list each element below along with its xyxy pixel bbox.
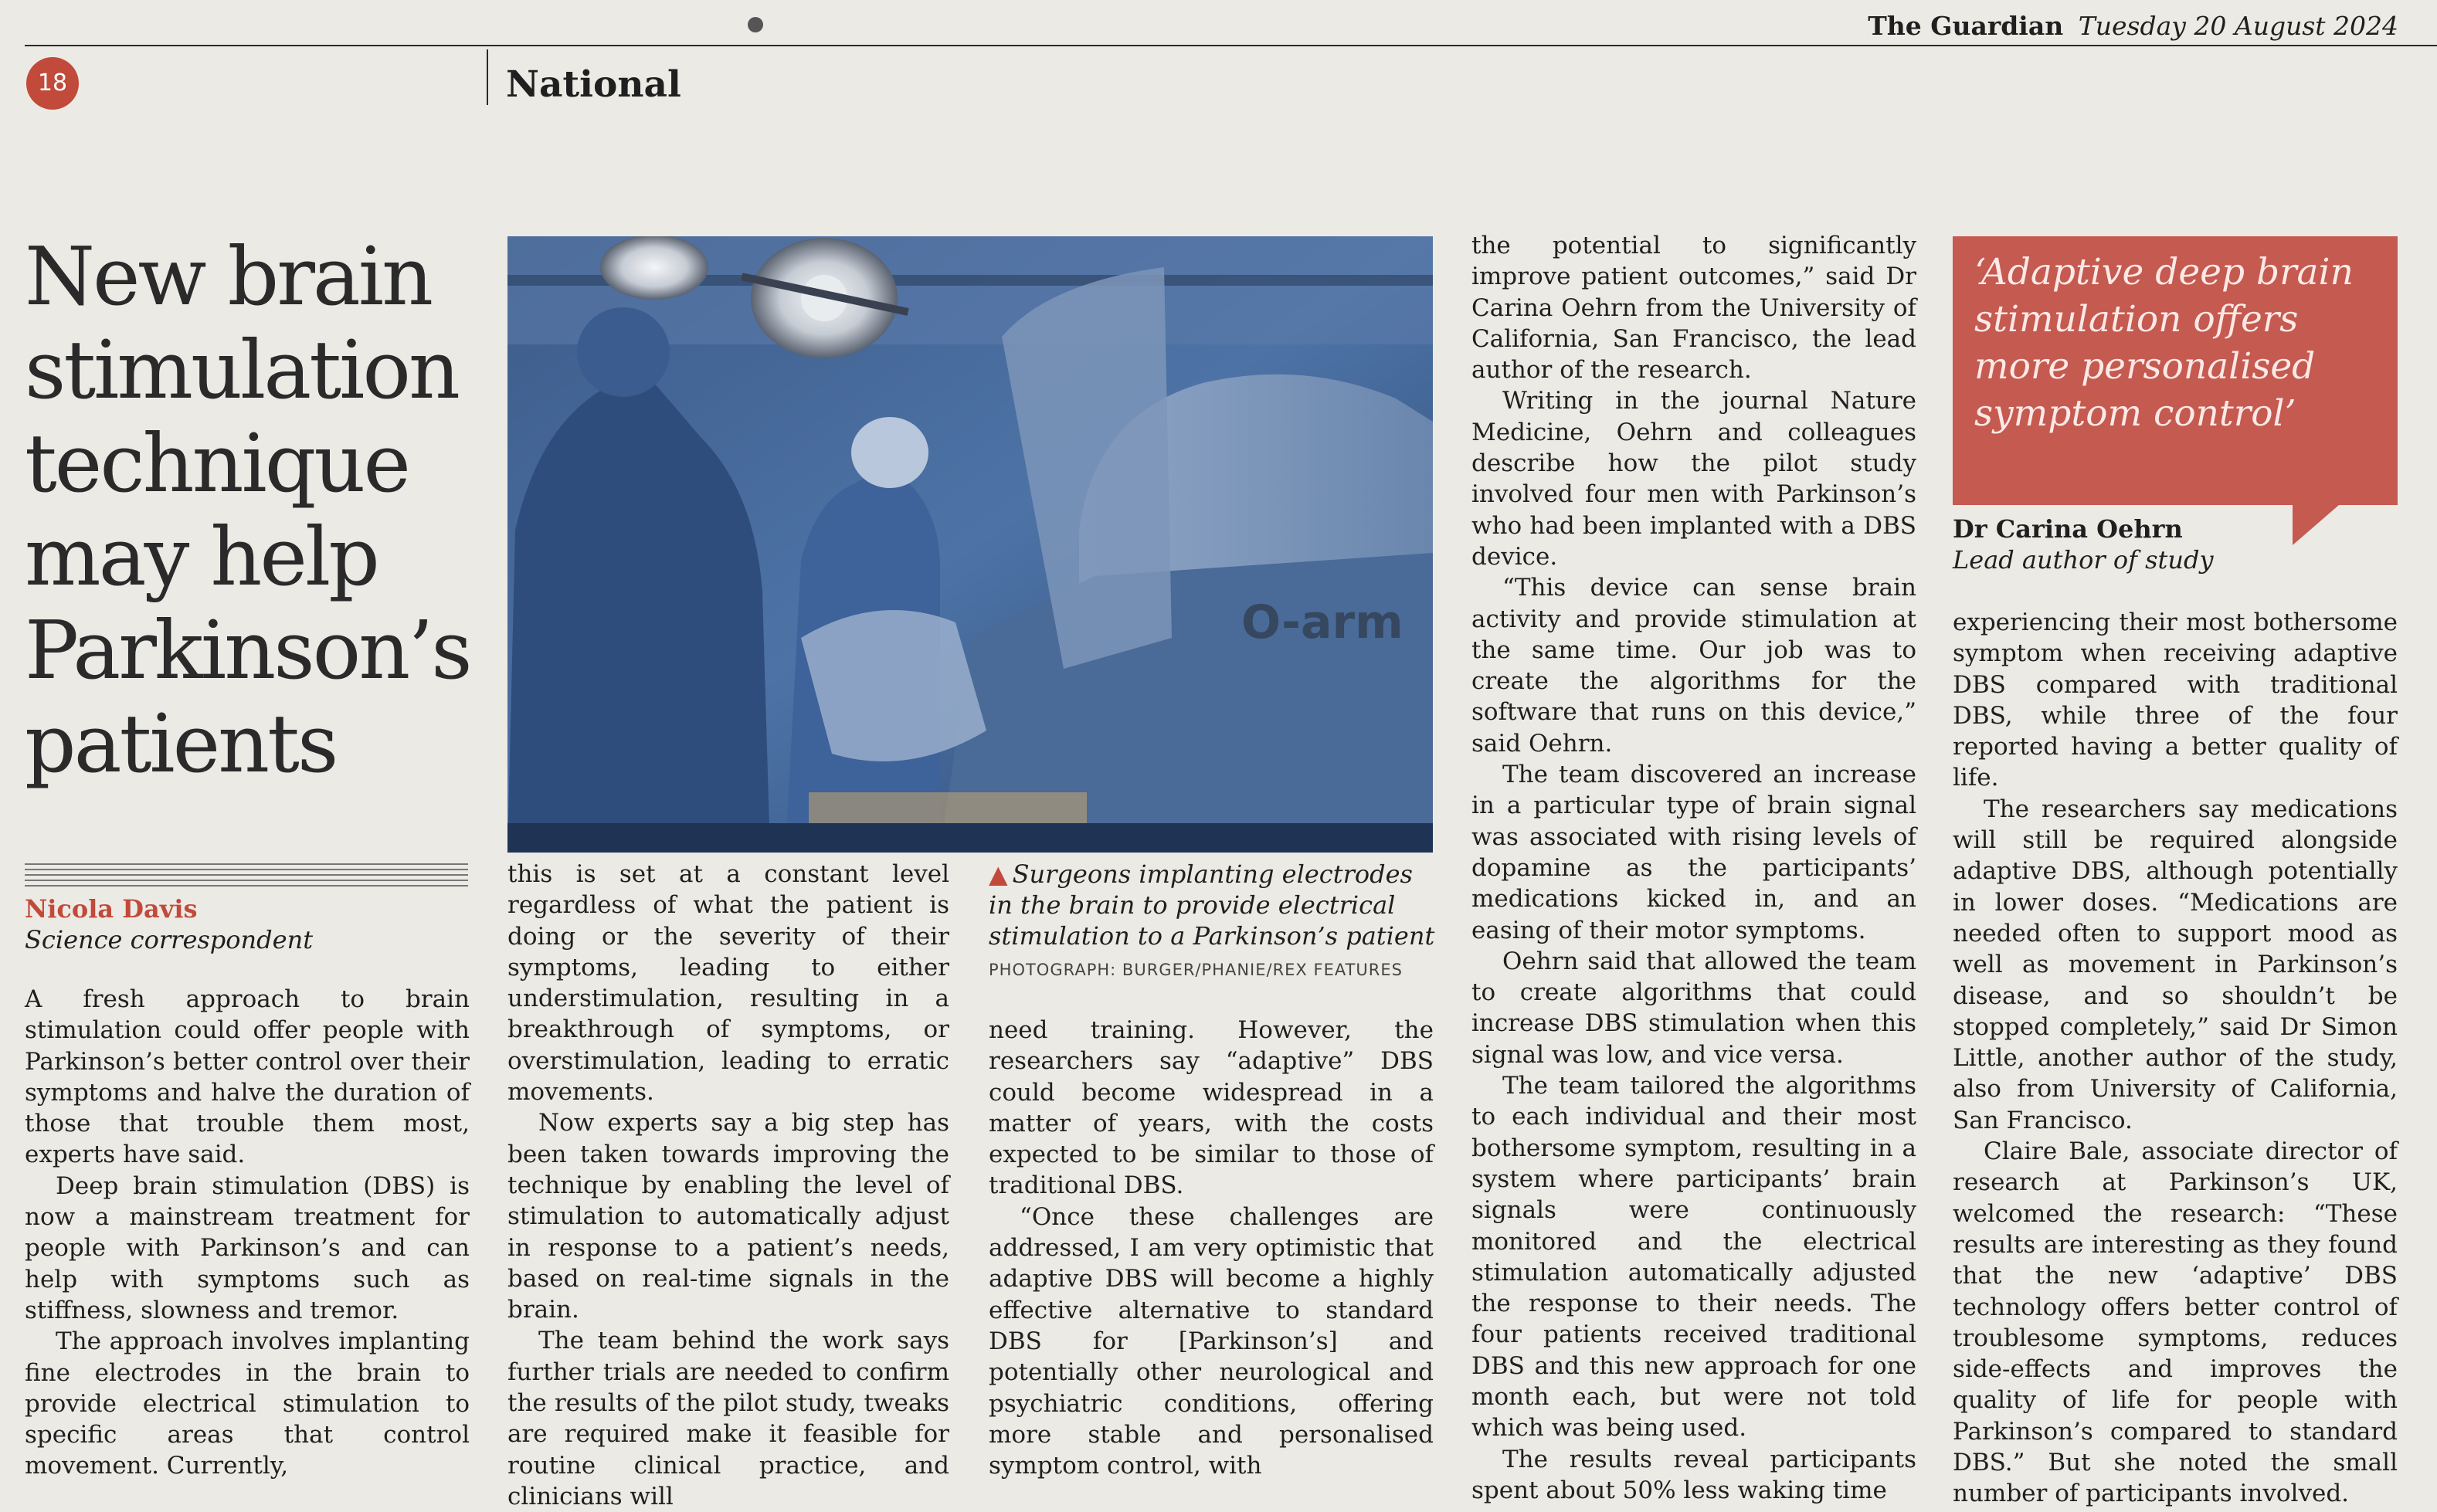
paragraph: Claire Bale, associate director of research at Parkinson’s UK, welcomed the research: “These results are interesting as they found that the new ‘adaptive’ DBS technology offers better control of troublesome symptoms, reduces side-effects and improves the quality of life for people with Parkinson’s compared to standard DBS.” But she noted the small number of participants involved.: [1953, 1137, 2398, 1508]
headline: New brain stimulation technique may help Parkinson’s patients: [25, 229, 470, 791]
pull-quote-name: Dr Carina Oehrn: [1953, 514, 2183, 544]
paragraph: The team tailored the algorithms to each individual and their most bothersome symptom, resulting in a system where participants’ brain signals were continuously monitored and the electrical stimulation automatically adjusted the response to their needs. The four patients received traditional DBS and this new approach for one month each, but were not told which was being used.: [1471, 1072, 1916, 1443]
section-divider: [487, 49, 488, 105]
paragraph: The approach involves implanting fine electrodes in the brain to provide electrical stimulation to specific areas that control movement. Currently,: [25, 1327, 470, 1480]
device-label: O-arm: [1241, 595, 1403, 649]
article-column-3: [989, 1015, 1434, 1481]
paragraph: experiencing their most bothersome symptom when receiving adaptive DBS compared with traditional DBS, while three of the four reported having a better quality of life.: [1953, 609, 2398, 792]
publication-name: The Guardian: [1868, 11, 2064, 41]
paragraph: this is set at a constant level regardless of what the patient is doing or the severity of their symptoms, leading to either understimulation, resulting in a breakthrough of symptoms, or overstimulation, leading to erratic movements.: [507, 860, 949, 1107]
paragraph: the potential to significantly improve patient outcomes,” said Dr Carina Oehrn from the University of California, San Francisco, the lead author of the research.: [1471, 232, 1916, 385]
binding-hole: [748, 17, 763, 32]
paragraph: Oehrn said that allowed the team to create algorithms that could increase DBS stimulation when this signal was low, and vice versa.: [1471, 947, 1916, 1069]
caption-triangle-icon: ▲: [989, 859, 1008, 889]
top-rule: [25, 45, 2437, 46]
surgery-photo: [507, 236, 1433, 853]
paragraph: Now experts say a big step has been taken towards improving the technique by enabling the level of stimulation to automatically adjust in response to a patient’s needs, based on real-time signals in the brain.: [507, 1109, 949, 1324]
byline-name: Nicola Davis: [25, 894, 198, 924]
paragraph: “This device can sense brain activity and provide stimulation at the same time. Our job was to create the algorithms for the software that runs on this device,” said Oehrn.: [1471, 574, 1916, 758]
article-column-1: [25, 984, 470, 1482]
photo-credit: PHOTOGRAPH: BURGER/PHANIE/REX FEATURES: [989, 961, 1403, 979]
pull-quote-tail: [2293, 505, 2339, 545]
page-number-badge: 18: [26, 57, 79, 110]
article-column-4: [1471, 230, 1916, 1506]
paragraph: The researchers say medications will still be required alongside adaptive DBS, although potentially in lower doses. “Medications are needed often to support mood as well as movement in Parkinson’s disease, and so shouldn’t be stopped completely,” said Dr Simon Little, another author of the study, also from University of California, San Francisco.: [1953, 795, 2398, 1134]
article-column-2: [507, 859, 949, 1512]
paragraph: Writing in the journal Nature Medicine, Oehrn and colleagues describe how the pilot study involved four men with Parkinson’s who had been implanted with a DBS device.: [1471, 387, 1916, 571]
caption-text: Surgeons implanting electrodes in the brain to provide electrical stimulation to a Parkinson’s patient: [989, 859, 1435, 951]
issue-date: Tuesday 20 August 2024: [2078, 11, 2398, 41]
section-label: National: [506, 63, 681, 106]
masthead: [1868, 11, 2398, 41]
paragraph: A fresh approach to brain stimulation could offer people with Parkinson’s better control over their symptoms and halve the duration of those that trouble them most, experts have said.: [25, 985, 470, 1169]
photo-caption: [989, 859, 1437, 951]
article-column-5: [1953, 607, 2398, 1510]
paragraph: The team discovered an increase in a particular type of brain signal was associated with rising levels of dopamine as the participants’ medications kicked in, and an easing of their motor symptoms.: [1471, 761, 1916, 944]
paragraph: “Once these challenges are addressed, I am very optimistic that adaptive DBS will become a highly effective alternative to standard DBS for [Parkinson’s] and potentially other neurological and psychiatric conditions, offering more stable and personalised symptom control, with: [989, 1202, 1434, 1480]
paragraph: Deep brain stimulation (DBS) is now a mainstream treatment for people with Parkinson’s and can help with symptoms such as stiffness, slowness and tremor.: [25, 1171, 470, 1324]
pull-quote-role: Lead author of study: [1953, 545, 2214, 575]
byline-rules: [25, 863, 468, 888]
byline-role: Science correspondent: [25, 925, 314, 954]
pull-quote-text: ‘Adaptive deep brain stimulation offers more personalised symptom control’: [1974, 251, 2354, 435]
paragraph: The results reveal participants spent about 50% less waking time: [1471, 1445, 1916, 1504]
paragraph: The team behind the work says further trials are needed to confirm the results of the pilot study, tweaks are required make it feasible for routine clinical practice, and clinicians will: [507, 1327, 949, 1510]
paragraph: need training. However, the researchers say “adaptive” DBS could become widespread in a matter of years, with the costs expected to be similar to those of traditional DBS.: [989, 1016, 1434, 1200]
